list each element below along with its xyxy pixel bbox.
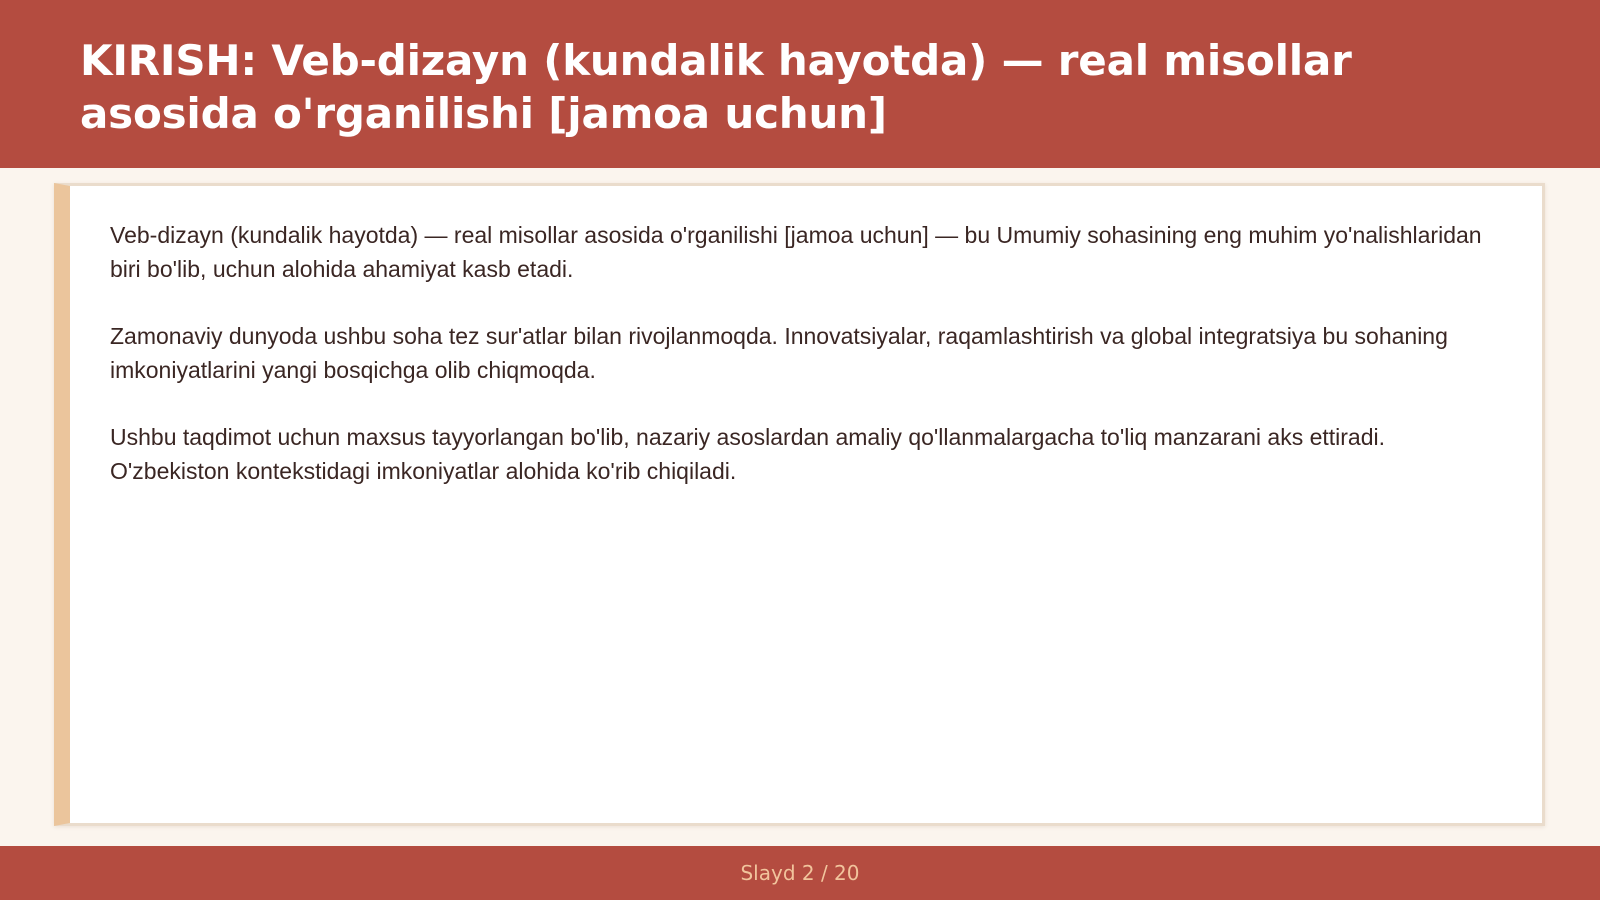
presentation-scope-paragraph: Ushbu taqdimot uchun maxsus tayyorlangan bo'lib, nazariy asoslardan amaliy qo'llanmalargacha to'liq manzarani aks ettiradi. O'zbekiston kontekstidagi imkoniyatlar alohida ko'rib chiqiladi. bbox=[110, 424, 1386, 484]
slide-counter: Slayd 2 / 20 bbox=[740, 861, 860, 885]
slide-title: KIRISH: Veb-dizayn (kundalik hayotda) — real misollar asosida o'rganilishi [jamoa uchun] bbox=[80, 36, 1352, 138]
content-panel bbox=[54, 183, 1545, 826]
slide-footer bbox=[0, 846, 1600, 900]
modern-world-paragraph: Zamonaviy dunyoda ushbu soha tez sur'atlar bilan rivojlanmoqda. Innovatsiyalar, raqamlashtirish va global integratsiya bu sohaning imkoniyatlarini yangi bosqichga olib chiqmoqda. bbox=[110, 323, 1448, 383]
slide-header bbox=[0, 0, 1600, 168]
intro-paragraph: Veb-dizayn (kundalik hayotda) — real misollar asosida o'rganilishi [jamoa uchun] — bu Umumiy sohasining eng muhim yo'nalishlaridan biri bo'lib, uchun alohida ahamiyat kasb etadi. bbox=[110, 222, 1482, 282]
